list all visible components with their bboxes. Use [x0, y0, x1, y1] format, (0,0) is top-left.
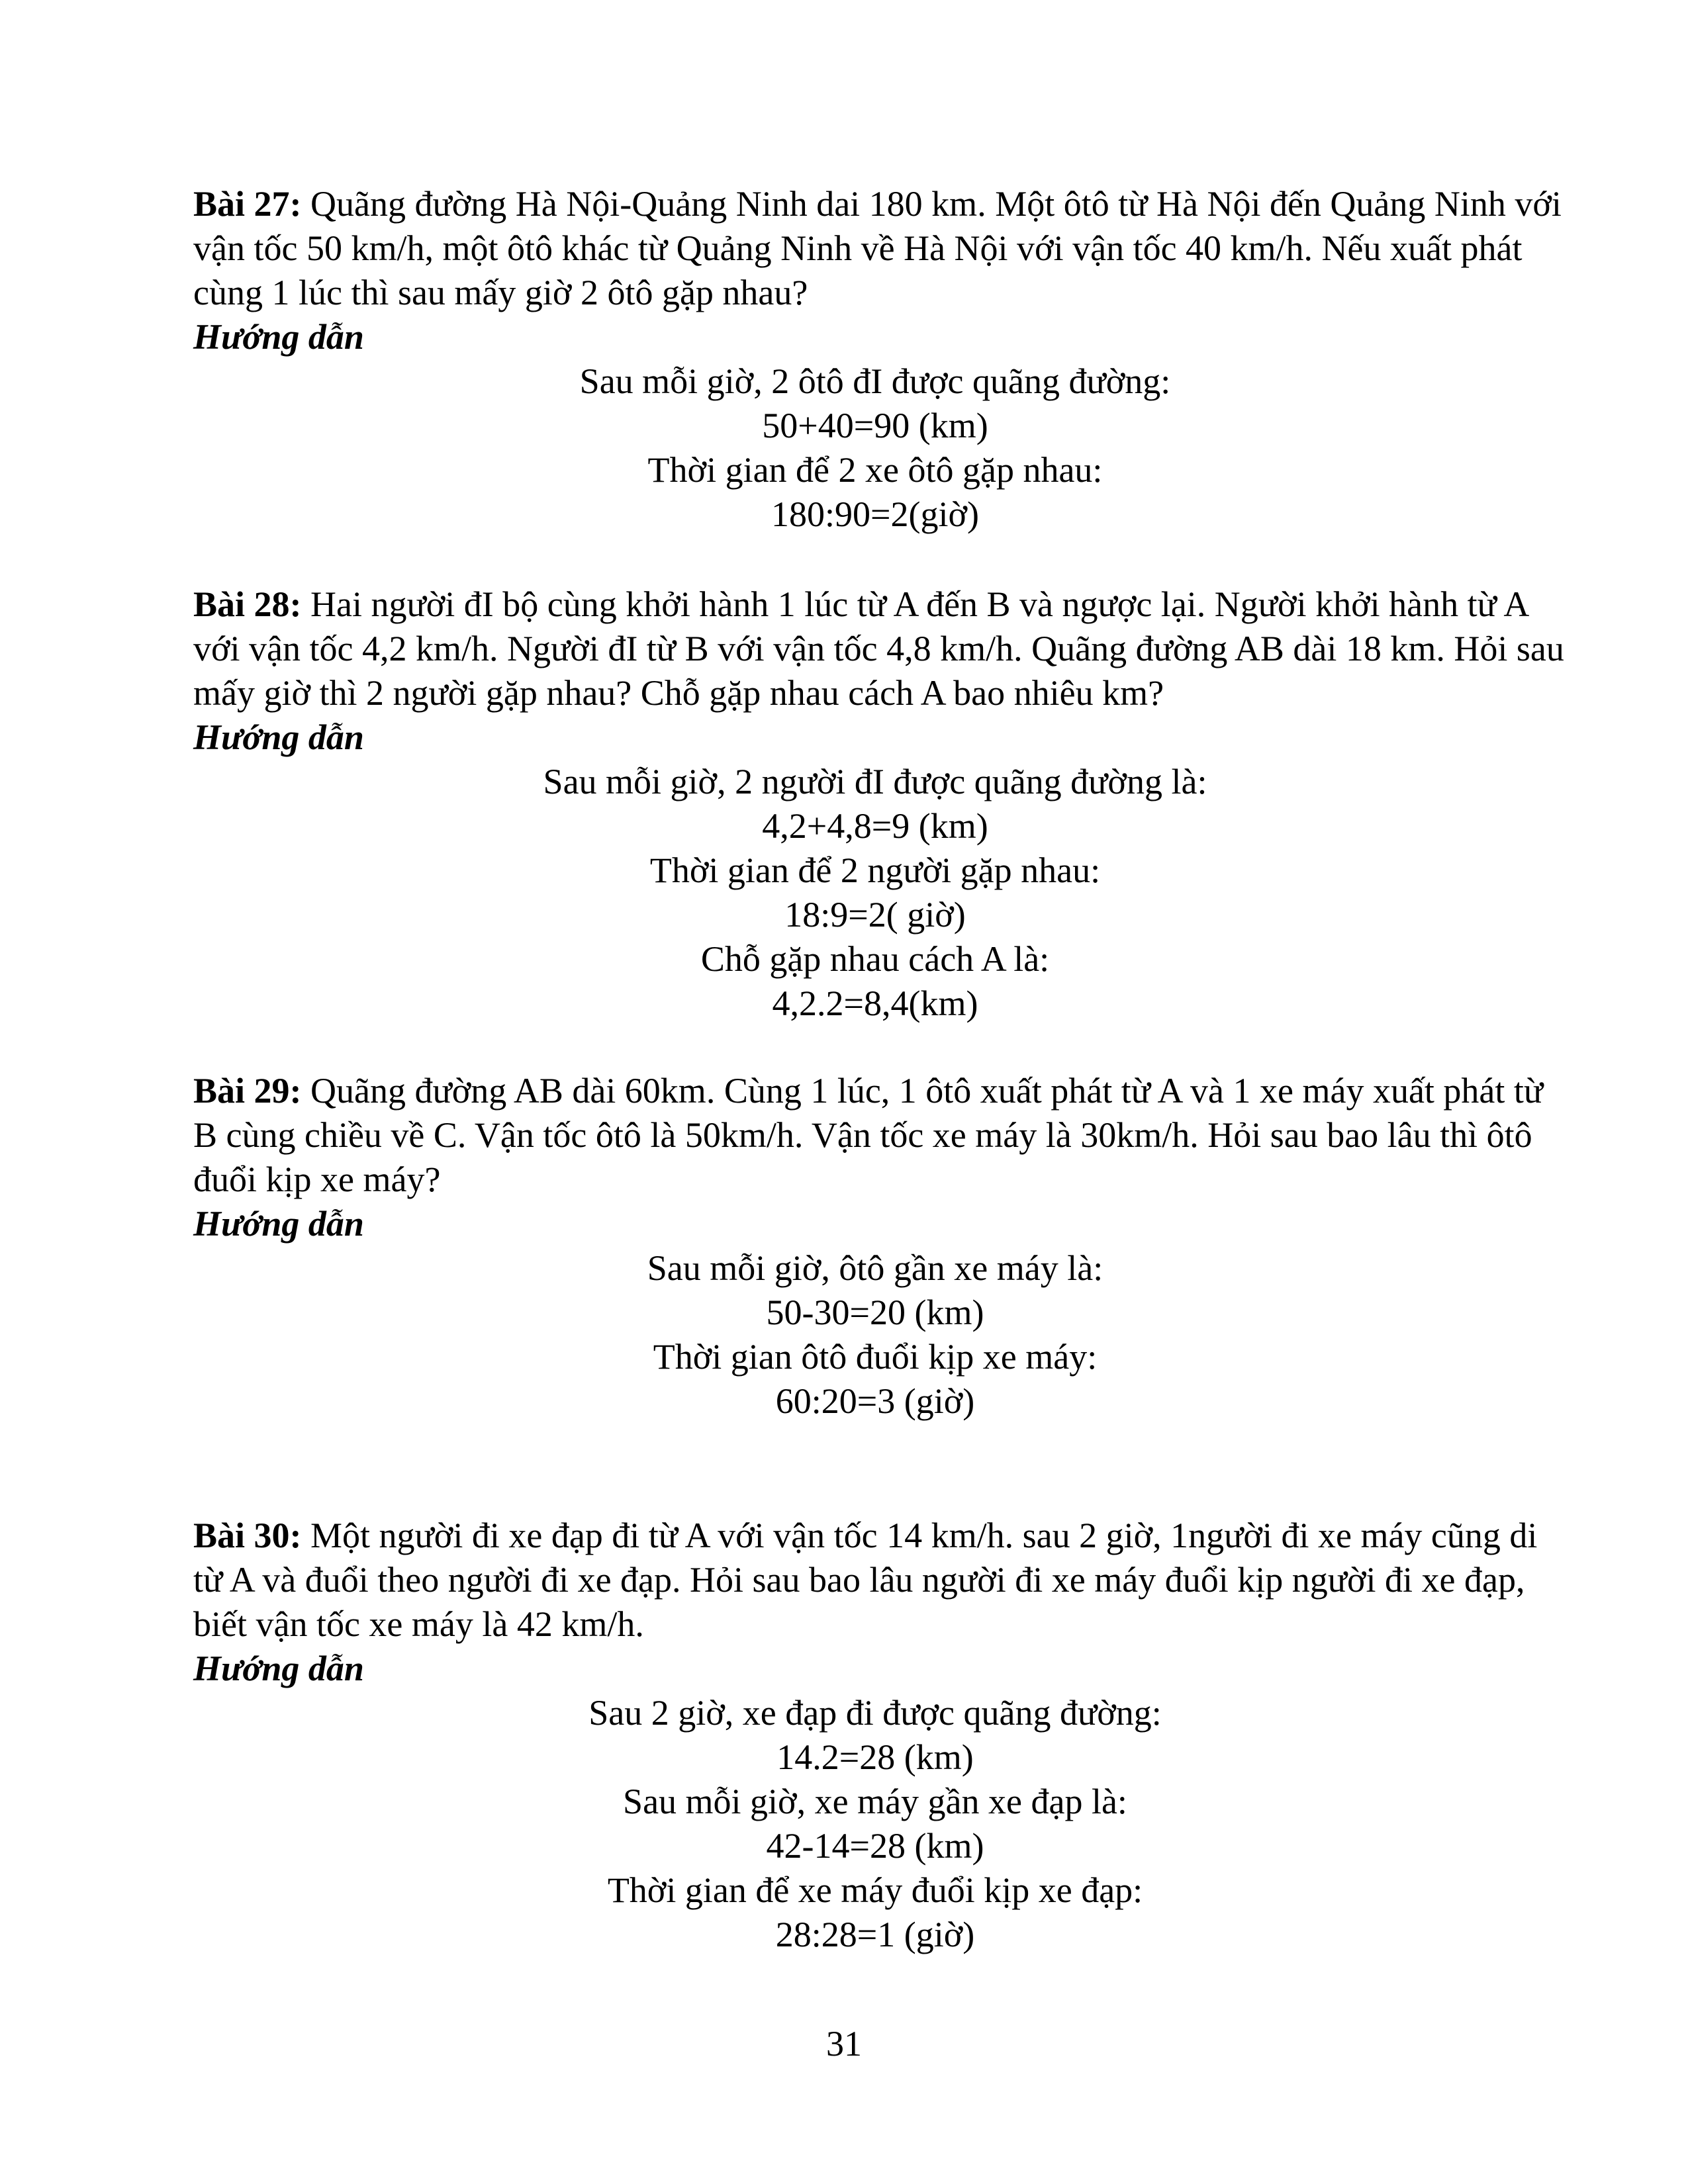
problem-text: Quãng đường Hà Nội-Quảng Ninh dai 180 km. Một ôtô từ Hà Nội đến Quảng Ninh với vận tốc 50 km/h, một ôtô khác từ Quảng Ninh về Hà Nội với vận tốc 40 km/h. Nếu xuất phát cùng 1 lúc thì sau mấy giờ 2 ôtô gặp nhau?	[193, 184, 1562, 312]
problem-text: Một người đi xe đạp đi từ A với vận tốc 14 km/h. sau 2 giờ, 1người đi xe máy cũng di từ A và đuổi theo người đi xe đạp. Hỏi sau bao lâu người đi xe máy đuổi kịp người đi xe đạp, biết vận tốc xe máy là 42 km/h.	[193, 1516, 1538, 1644]
solution-line: 18:9=2( giờ)	[784, 895, 966, 934]
solution-line: Chỗ gặp nhau cách A là:	[700, 939, 1050, 979]
solution-line: Sau mỗi giờ, 2 ôtô đI được quãng đường:	[579, 361, 1171, 401]
problem-30	[193, 1514, 1570, 1957]
solution	[193, 359, 1557, 537]
solution-line: 42-14=28 (km)	[766, 1826, 984, 1866]
solution-line: Sau mỗi giờ, xe máy gần xe đạp là:	[623, 1782, 1127, 1821]
problem-28	[193, 582, 1570, 1026]
guide-heading: Hướng dẫn	[193, 1204, 364, 1244]
problem-statement	[193, 582, 1570, 715]
solution	[193, 1691, 1557, 1957]
solution-line: 4,2.2=8,4(km)	[772, 983, 978, 1023]
solution-line: Thời gian ôtô đuổi kịp xe máy:	[653, 1337, 1098, 1377]
solution	[193, 1246, 1557, 1424]
page-number: 31	[826, 2024, 862, 2064]
solution	[193, 760, 1557, 1026]
solution-line: Thời gian để 2 người gặp nhau:	[649, 850, 1101, 890]
solution-line: 14.2=28 (km)	[776, 1737, 974, 1777]
problem-27	[193, 182, 1570, 537]
guide-heading: Hướng dẫn	[193, 717, 364, 757]
problem-label: Bài 28:	[193, 584, 302, 624]
solution-line: 50+40=90 (km)	[762, 406, 988, 445]
problem-statement	[193, 1514, 1570, 1647]
problem-label: Bài 27:	[193, 184, 302, 224]
solution-line: Thời gian để xe máy đuổi kịp xe đạp:	[607, 1870, 1143, 1910]
solution-line: 180:90=2(giờ)	[771, 494, 979, 534]
solution-line: Sau mỗi giờ, ôtô gần xe máy là:	[647, 1248, 1103, 1288]
problem-29	[193, 1069, 1570, 1424]
solution-line: 50-30=20 (km)	[766, 1293, 984, 1332]
problem-label: Bài 29:	[193, 1071, 302, 1111]
solution-line: Sau 2 giờ, xe đạp đi được quãng đường:	[588, 1693, 1162, 1733]
solution-line: 60:20=3 (giờ)	[775, 1381, 975, 1421]
solution-line: Thời gian để 2 xe ôtô gặp nhau:	[647, 450, 1103, 490]
problem-statement	[193, 182, 1570, 315]
problem-statement	[193, 1069, 1570, 1202]
problem-text: Hai người đI bộ cùng khởi hành 1 lúc từ A đến B và ngược lại. Người khởi hành từ A với vận tốc 4,2 km/h. Người đI từ B với vận tốc 4,8 km/h. Quãng đường AB dài 18 km. Hỏi sau mấy giờ thì 2 người gặp nhau? Chỗ gặp nhau cách A bao nhiêu km?	[193, 584, 1564, 713]
problem-label: Bài 30:	[193, 1516, 302, 1555]
guide-heading: Hướng dẫn	[193, 1649, 364, 1688]
problem-text: Quãng đường AB dài 60km. Cùng 1 lúc, 1 ôtô xuất phát từ A và 1 xe máy xuất phát từ B cùng chiều về C. Vận tốc ôtô là 50km/h. Vận tốc xe máy là 30km/h. Hỏi sau bao lâu thì ôtô đuổi kịp xe máy?	[193, 1071, 1544, 1199]
solution-line: Sau mỗi giờ, 2 người đI được quãng đường là:	[543, 762, 1207, 801]
solution-line: 4,2+4,8=9 (km)	[762, 806, 988, 846]
solution-line: 28:28=1 (giờ)	[775, 1915, 975, 1954]
guide-heading: Hướng dẫn	[193, 317, 364, 357]
